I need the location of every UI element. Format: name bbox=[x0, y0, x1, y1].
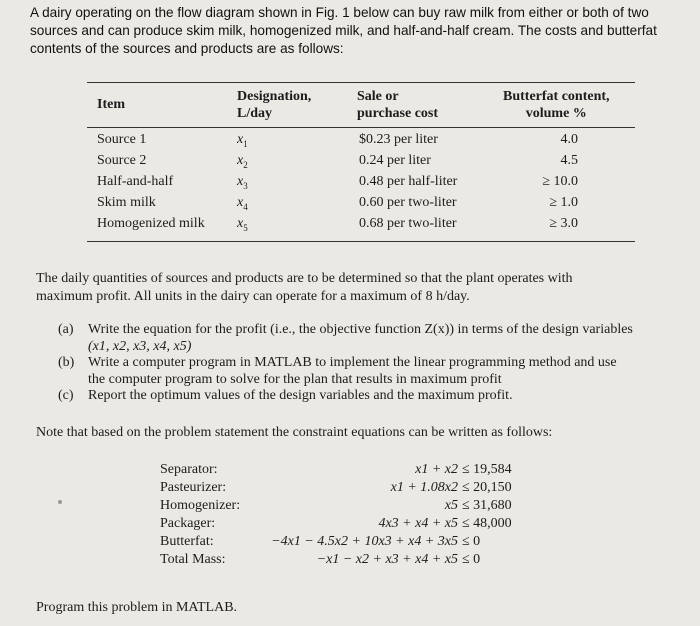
var-letter: x bbox=[237, 174, 244, 189]
header-designation-line: Designation, bbox=[237, 89, 312, 104]
question-list bbox=[58, 322, 633, 405]
constraint-row bbox=[160, 552, 580, 570]
cell-item: Half-and-half bbox=[97, 174, 174, 189]
header-cost-line: purchase cost bbox=[357, 106, 439, 121]
paragraph-line: The daily quantities of sources and products are to be determined so that the plant operates with bbox=[36, 271, 573, 286]
cell-fat: ≥ 1.0 bbox=[549, 195, 578, 210]
constraint-note: Note that based on the problem statement the constraint equations can be written as follows: bbox=[36, 425, 553, 440]
constraint-label: Packager: bbox=[160, 516, 216, 531]
table-body bbox=[87, 128, 635, 241]
cell-variable bbox=[237, 173, 248, 195]
question-line: Write the equation for the profit (i.e., the objective function Z(x)) in terms of the design variables bbox=[88, 322, 633, 337]
header-cost bbox=[357, 88, 438, 122]
header-cost-line: Sale or bbox=[357, 89, 399, 104]
cell-item: Source 2 bbox=[97, 153, 147, 168]
cell-variable bbox=[237, 194, 248, 216]
constraint-bound: ≤ 0 bbox=[462, 534, 481, 549]
constraint-expression: 4x3 + x4 + x5 bbox=[378, 516, 458, 531]
constraint-label: Total Mass: bbox=[160, 552, 226, 567]
question-line: Report the optimum values of the design variables and the maximum profit. bbox=[88, 388, 513, 403]
intro-line: A dairy operating on the flow diagram shown in Fig. 1 below can buy raw milk from either or both of two bbox=[30, 5, 649, 20]
cell-fat: 4.0 bbox=[560, 132, 578, 147]
var-letter: x bbox=[237, 132, 244, 147]
constraint-expression: x5 bbox=[444, 498, 458, 513]
constraint-label: Separator: bbox=[160, 462, 218, 477]
cell-item: Homogenized milk bbox=[97, 216, 205, 231]
var-letter: x bbox=[237, 195, 244, 210]
var-subscript: 5 bbox=[243, 222, 248, 233]
question-line: (x1, x2, x3, x4, x5) bbox=[88, 338, 192, 354]
constraint-list bbox=[160, 462, 580, 570]
constraint-expression: x1 + 1.08x2 bbox=[390, 480, 458, 495]
objective-paragraph bbox=[36, 270, 676, 306]
constraint-row bbox=[160, 498, 580, 516]
cell-cost: 0.48 per half-liter bbox=[359, 174, 458, 189]
question-label: (c) bbox=[58, 388, 74, 403]
footer-instruction: Program this problem in MATLAB. bbox=[36, 600, 238, 615]
table-row bbox=[87, 194, 635, 214]
header-fat bbox=[503, 88, 610, 122]
constraint-bound: ≤ 19,584 bbox=[462, 462, 512, 477]
question-text bbox=[88, 355, 633, 388]
constraint-row bbox=[160, 516, 580, 534]
cell-fat: ≥ 3.0 bbox=[549, 216, 578, 231]
question-b bbox=[58, 355, 633, 388]
bullet-dot bbox=[58, 500, 62, 504]
constraint-row bbox=[160, 534, 580, 552]
constraint-expression: −4x1 − 4.5x2 + 10x3 + x4 + 3x5 bbox=[271, 534, 458, 549]
constraint-label: Butterfat: bbox=[160, 534, 214, 549]
cell-item: Skim milk bbox=[97, 195, 156, 210]
table-row bbox=[87, 152, 635, 172]
constraint-row bbox=[160, 480, 580, 498]
var-subscript: 4 bbox=[243, 201, 248, 212]
cell-cost: $0.23 per liter bbox=[359, 132, 438, 147]
intro-line: contents of the sources and products are as follows: bbox=[30, 41, 344, 56]
cell-cost: 0.60 per two-liter bbox=[359, 195, 457, 210]
header-fat-line: Butterfat content, bbox=[503, 89, 610, 104]
question-text bbox=[88, 388, 633, 405]
question-line: the computer program to solve for the plan that results in maximum profit bbox=[88, 371, 502, 387]
header-fat-line: volume % bbox=[525, 106, 587, 121]
header-designation bbox=[237, 88, 311, 122]
cost-table bbox=[87, 82, 635, 242]
constraint-label: Pasteurizer: bbox=[160, 480, 227, 495]
var-subscript: 1 bbox=[243, 138, 248, 149]
constraint-bound: ≤ 48,000 bbox=[462, 516, 512, 531]
var-subscript: 2 bbox=[243, 159, 248, 170]
question-c bbox=[58, 388, 633, 405]
header-designation-line: L/day bbox=[237, 106, 273, 121]
question-text bbox=[88, 322, 633, 355]
cell-cost: 0.24 per liter bbox=[359, 153, 431, 168]
cell-fat: ≥ 10.0 bbox=[542, 174, 578, 189]
question-label: (b) bbox=[58, 355, 75, 370]
constraint-bound: ≤ 20,150 bbox=[462, 480, 512, 495]
cell-variable bbox=[237, 131, 248, 153]
table-row bbox=[87, 131, 635, 151]
intro-paragraph bbox=[30, 4, 692, 58]
cell-item: Source 1 bbox=[97, 132, 147, 147]
var-letter: x bbox=[237, 153, 244, 168]
question-label: (a) bbox=[58, 322, 74, 337]
paragraph-line: maximum profit. All units in the dairy can operate for a maximum of 8 h/day. bbox=[36, 289, 470, 304]
constraint-expression: −x1 − x2 + x3 + x4 + x5 bbox=[316, 552, 458, 567]
var-letter: x bbox=[237, 216, 244, 231]
header-item: Item bbox=[97, 97, 125, 112]
constraint-bound: ≤ 31,680 bbox=[462, 498, 512, 513]
constraint-row bbox=[160, 462, 580, 480]
var-subscript: 3 bbox=[243, 180, 248, 191]
cell-fat: 4.5 bbox=[560, 153, 578, 168]
question-a bbox=[58, 322, 633, 355]
cell-variable bbox=[237, 215, 248, 237]
constraint-label: Homogenizer: bbox=[160, 498, 241, 513]
intro-line: sources and can produce skim milk, homogenized milk, and half-and-half cream. The costs and butterfat bbox=[30, 23, 657, 38]
table-header bbox=[87, 83, 635, 128]
constraint-bound: ≤ 0 bbox=[462, 552, 481, 567]
question-line: Write a computer program in MATLAB to implement the linear programming method and use bbox=[88, 355, 617, 370]
table-row bbox=[87, 173, 635, 193]
cell-variable bbox=[237, 152, 248, 174]
constraint-expression: x1 + x2 bbox=[415, 462, 458, 477]
cell-cost: 0.68 per two-liter bbox=[359, 216, 457, 231]
table-row bbox=[87, 215, 635, 235]
